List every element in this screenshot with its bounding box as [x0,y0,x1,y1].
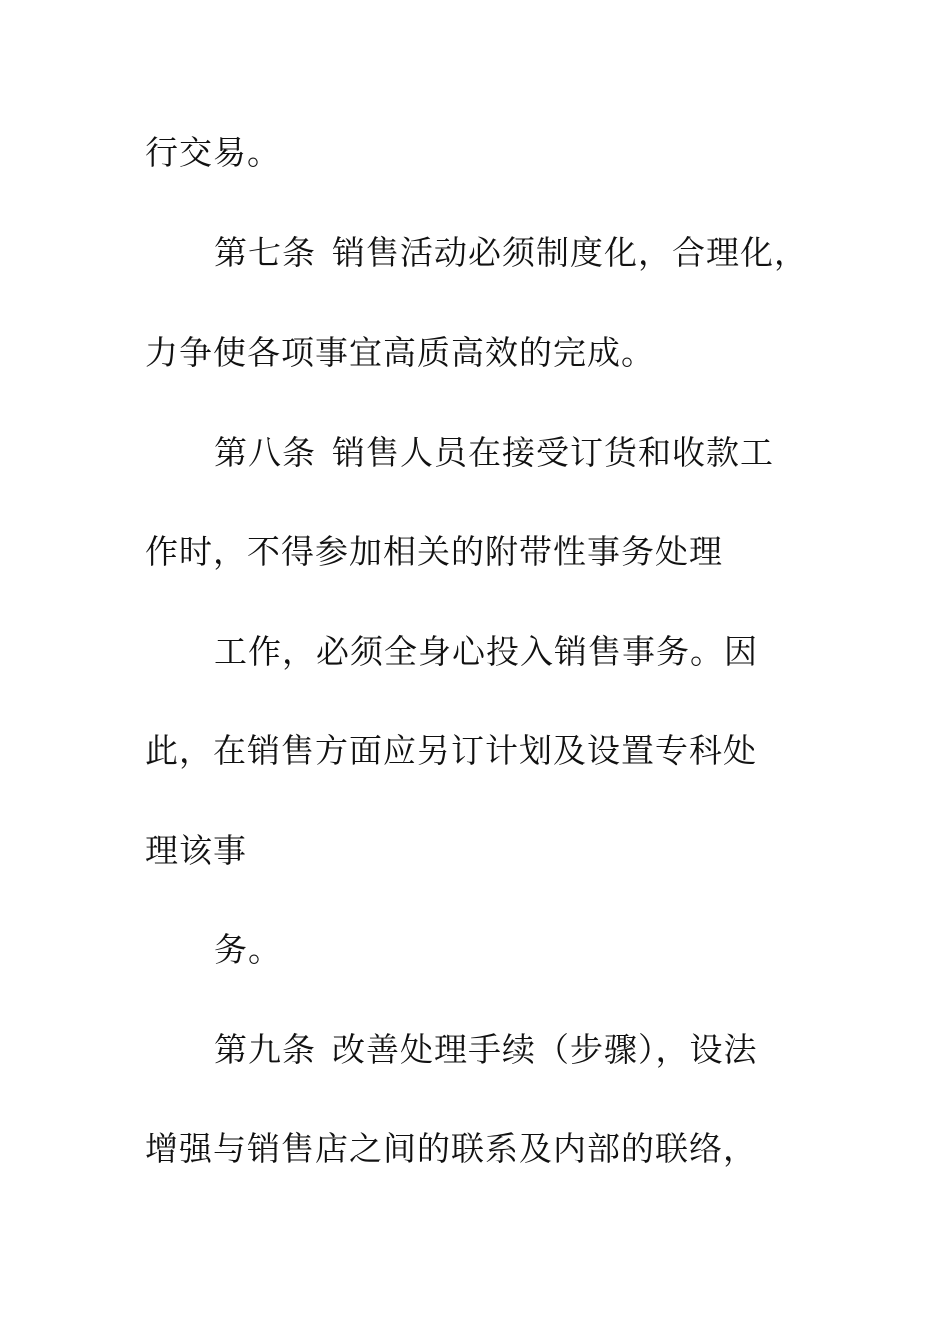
line-text: 销售活动必须制度化，合理化， [332,233,808,272]
line-text: 理该事 [145,831,247,870]
line-text: 此，在销售方面应另订计划及设置专科处 [145,731,757,770]
article-heading: 第九条 [214,1030,316,1069]
line-text: 行交易。 [145,133,281,172]
text-line [214,632,758,672]
article-eight-line [214,433,774,473]
text-line [145,731,757,771]
text-line [145,831,247,871]
line-text: 工作，必须全身心投入销售事务。因 [214,632,758,671]
text-line [214,930,282,970]
text-line [145,532,723,572]
article-heading: 第八条 [214,433,316,472]
text-line [145,333,655,373]
line-text: 作时，不得参加相关的附带性事务处理 [145,532,723,571]
text-line [145,133,281,173]
article-seven-line [214,233,808,273]
line-text: 力争使各项事宜高质高效的完成。 [145,333,655,372]
line-text: 改善处理手续（步骤），设法 [332,1030,758,1069]
text-line [145,1129,757,1169]
article-heading: 第七条 [214,233,316,272]
line-text: 务。 [214,930,282,969]
line-text: 增强与销售店之间的联系及内部的联络， [145,1129,757,1168]
line-text: 销售人员在接受订货和收款工 [332,433,774,472]
article-nine-line [214,1030,758,1070]
